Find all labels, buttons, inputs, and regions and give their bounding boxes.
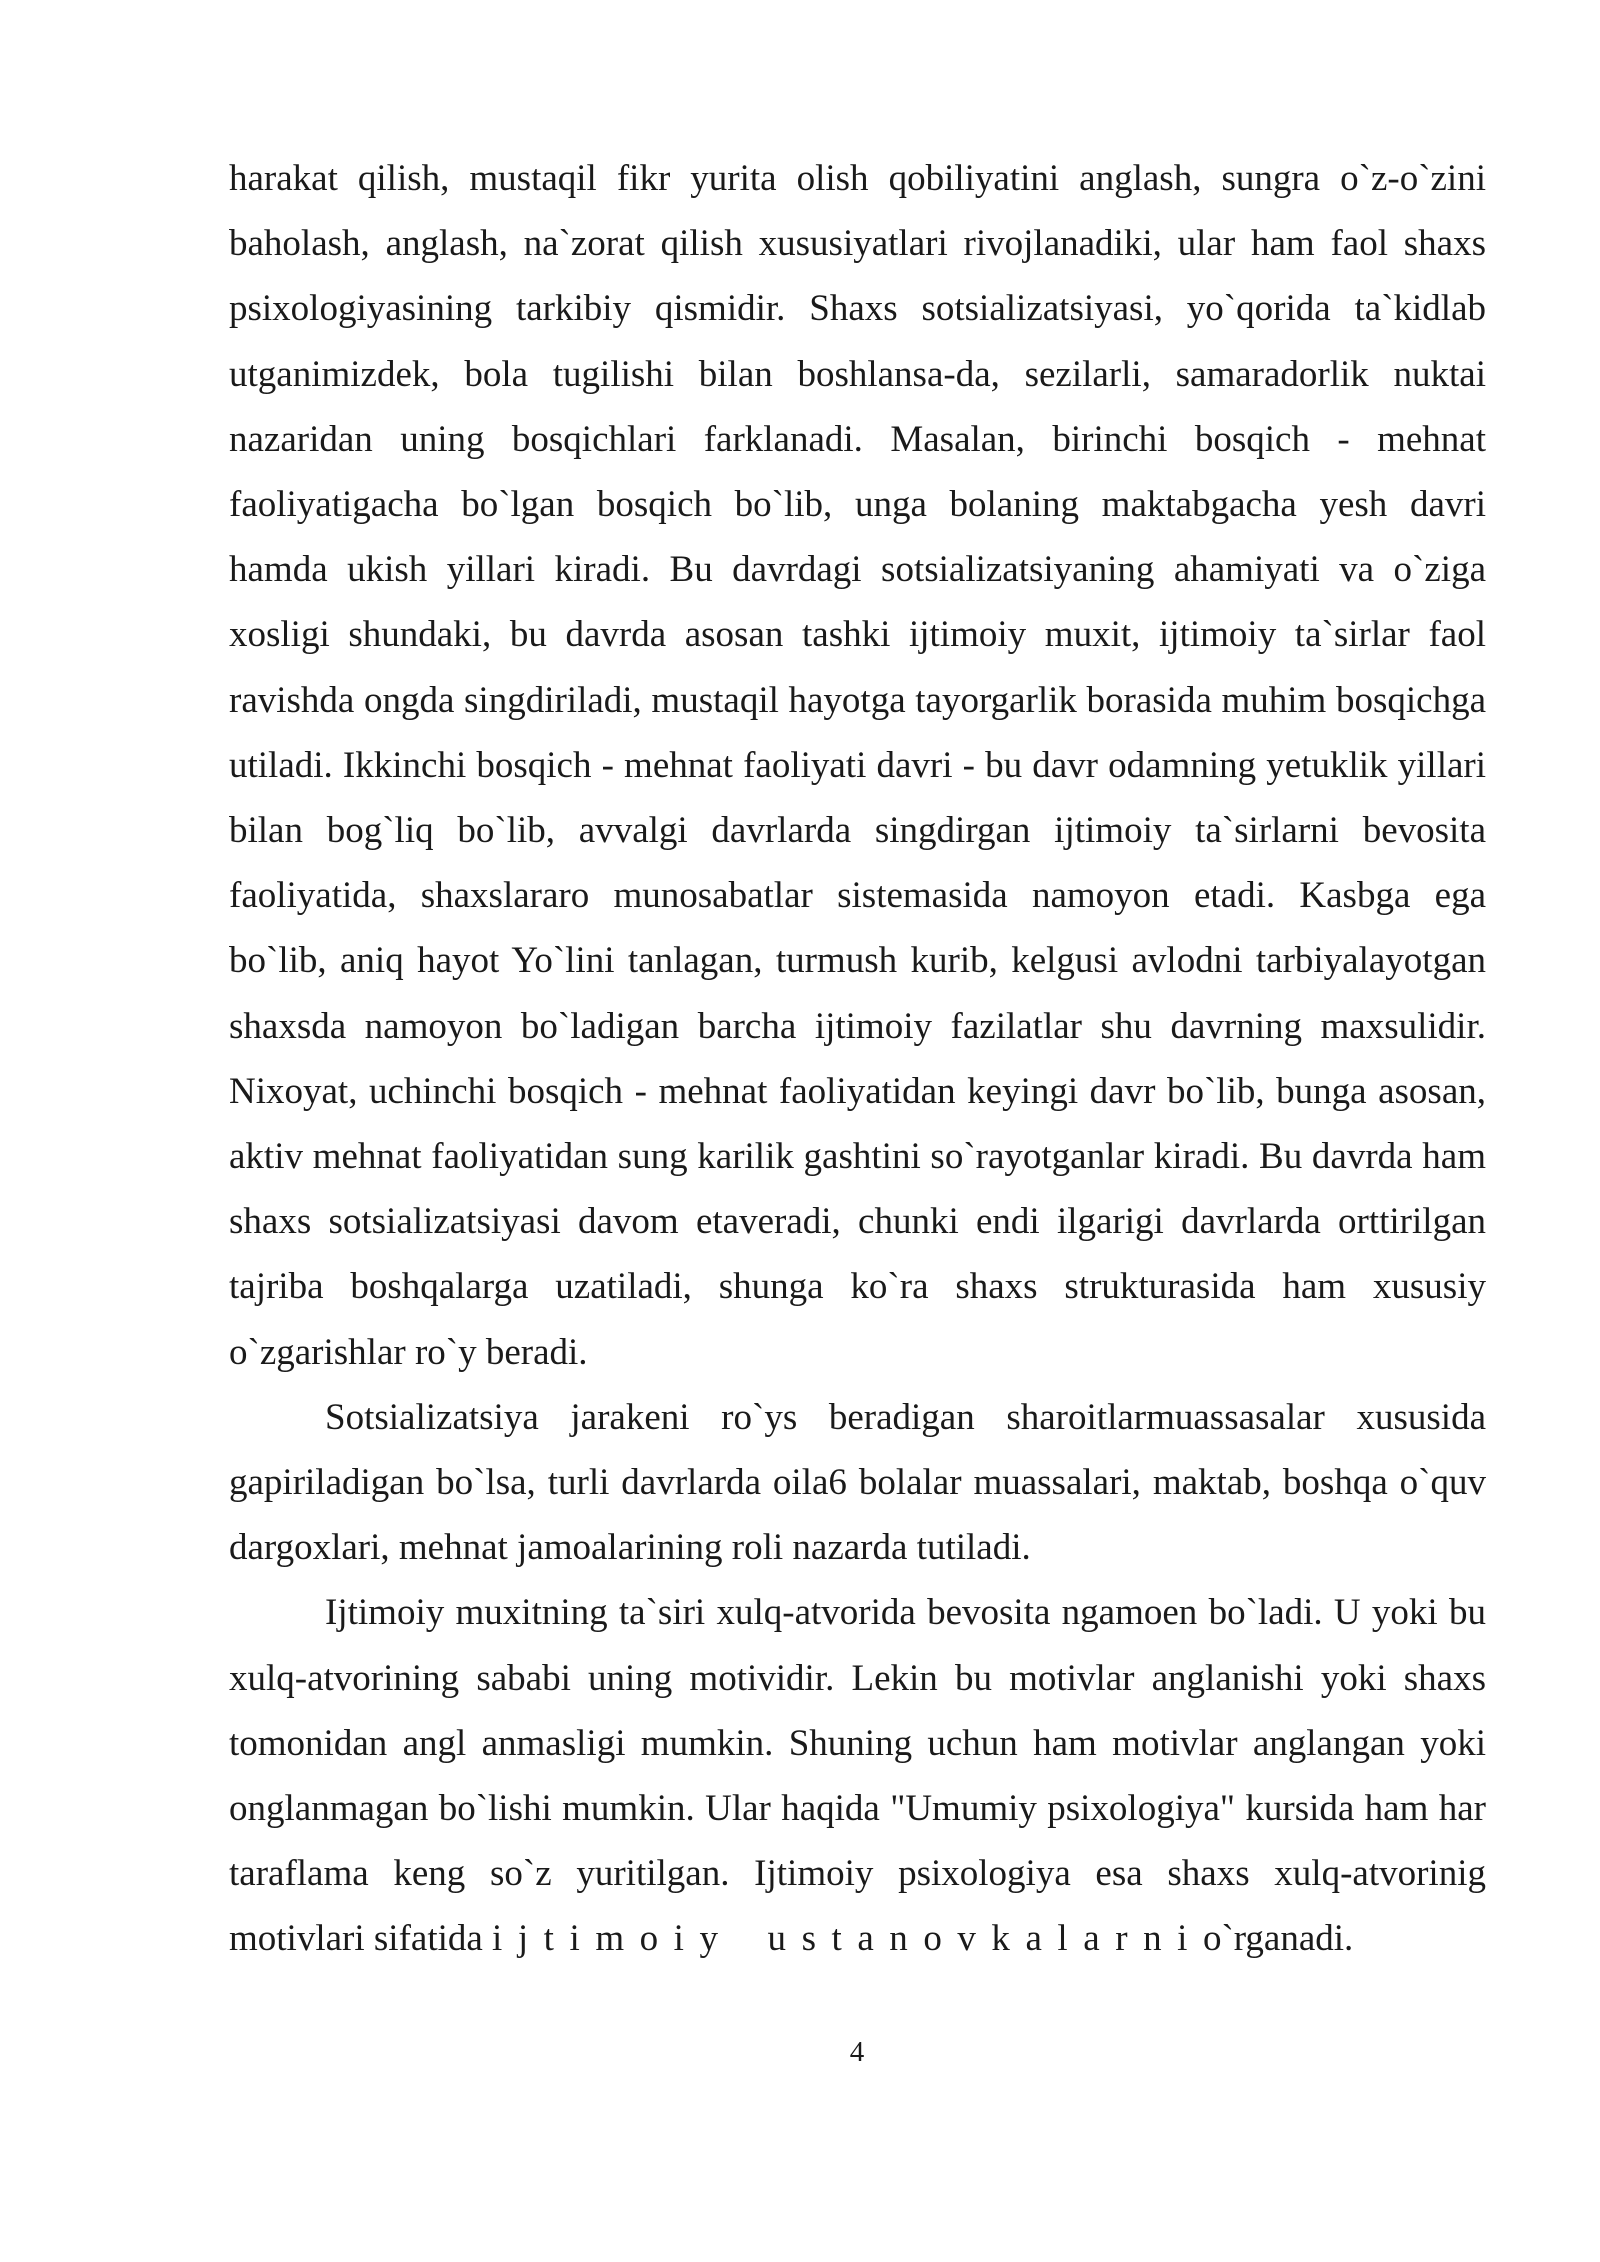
page-number: 4 — [849, 2036, 865, 2068]
paragraph: Sotsializatsiya jarakeni ro`ys beradigan sharoitlarmuassasalar xususida gapiriladigan bo`lsa, turli davrlarda oila6 bolalar muassalari, maktab, boshqa o`quv dargoxlari, mehnat jamoalarining roli nazarda tutiladi. — [229, 1396, 1486, 1569]
paragraph-text: Ijtimoiy muxitning ta`siri xulq-atvorida bevosita ngamoen bo`ladi. U yoki bu xulq-atvorining sababi uning motividir. Lekin bu motivlar anglanishi yoki shaxs tomonidan angl anmasligi mumkin. Shuning uchun ham motivlar anglangan yoki onglanmagan bo`lishi mumkin. Ular haqida "Umumiy psixologiya" kursida ham har taraflama keng so`z yuritilgan. Ijtimoiy psixologiya esa shaxs xulq-atvorinig motivlari sifatida — [229, 1592, 1486, 1960]
spaced-emphasis-word: ijtimoiy — [492, 1918, 734, 1960]
paragraph: harakat qilish, mustaqil fikr yurita olish qobiliyatini anglash, sungra o`z-o`zini baholash, anglash, na`zorat qilish xususiyatlari rivojlanadiki, ular ham faol shaxs psixologiyasining tarkibiy qismidir. Shaxs sotsializatsiyasi, yo`qorida ta`kidlab utganimizdek, bola tugilishi bilan boshlansa-da, sezilarli, samaradorlik nuktai nazaridan uning bosqichlari farklanadi. Masalan, birinchi bosqich - mehnat faoliyatigacha bo`lgan bosqich bo`lib, unga bolaning maktabgacha yesh davri hamda ukish yillari kiradi. Bu davrdagi sotsializatsiyaning ahamiyati va o`ziga xosligi shundaki, bu davrda asosan tashki ijtimoiy muxit, ijtimoiy ta`sirlar faol ravishda ongda singdiriladi, mustaqil hayotga tayorgarlik borasida muhim bosqichga utiladi. Ikkinchi bosqich - mehnat faoliyati davri - bu davr odamning yetuklik yillari bilan bog`liq bo`lib, avvalgi davrlarda singdirgan ijtimoiy ta`sirlarni bevosita faoliyatida, shaxslararo munosabatlar sistemasida namoyon etadi. Kasbga ega bo`lib, aniq hayot Yo`lini tanlagan, turmush kurib, kelgusi avlodni tarbiyalayotgan shaxsda namoyon bo`ladigan barcha ijtimoiy fazilatlar shu davrning maxsulidir. Nixoyat, uchinchi bosqich - mehnat faoliyatidan keyingi davr bo`lib, bunga asosan, aktiv mehnat faoliyatidan sung karilik gashtini so`rayotganlar kiradi. Bu davrda ham shaxs sotsializatsiyasi davom etaveradi, chunki endi ilgarigi davrlarda orttirilgan tajriba boshqalarga uzatiladi, shunga ko`ra shaxs strukturasida ham xususiy o`zgarishlar ro`y beradi. — [229, 158, 1486, 1373]
body-text — [229, 146, 1486, 1972]
paragraph-with-emphasis — [229, 1580, 1486, 1971]
paragraph-end-text: o`rganadi. — [1202, 1918, 1354, 1960]
spaced-emphasis-word: ustanovkalarni — [767, 1918, 1203, 1960]
